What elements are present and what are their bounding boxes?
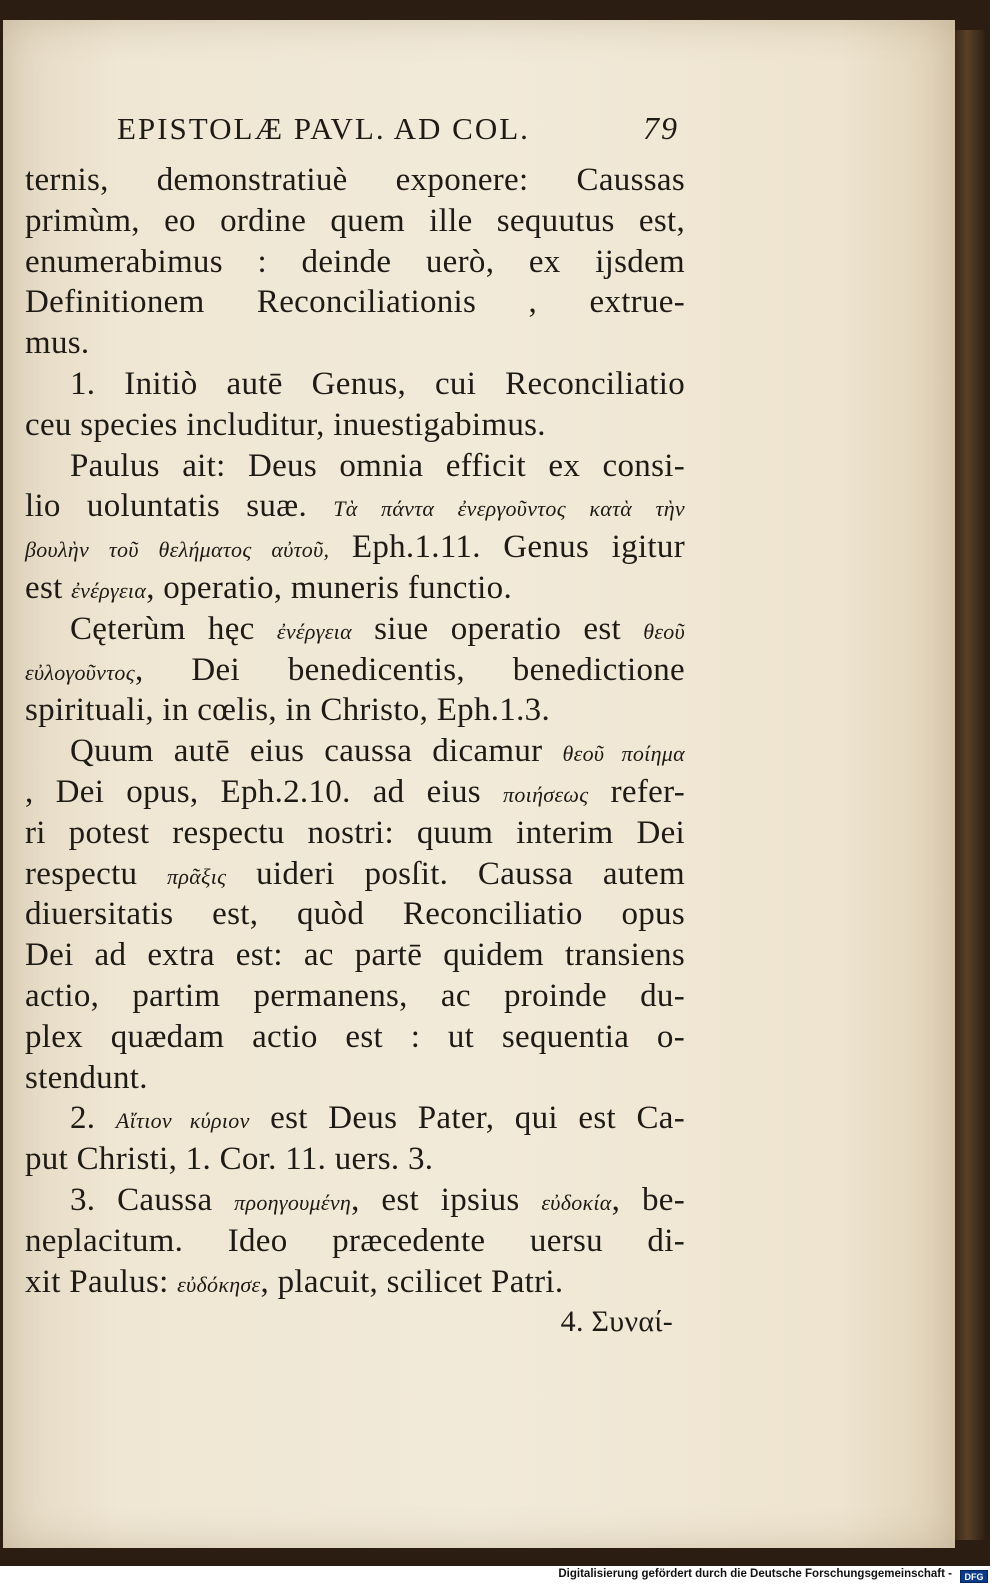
greek-word: ἐνέργεια [276,618,352,644]
text-line: put Christi, 1. Cor. 11. uers. 3. [25,1141,434,1178]
text-line [25,1098,685,1139]
text-span: Quum autē eius caussa dicamur [70,733,543,770]
text-line [25,772,685,813]
greek-word: εὐδοκία [541,1189,612,1215]
book-page [3,20,955,1548]
book-fore-edge [955,30,985,1540]
greek-phrase: βουλὴν τοῦ θελήματος αὐτοῦ, [25,537,330,563]
text-line [25,1180,685,1221]
text-line: Dei ad extra est: ac partē quidem transiens [25,937,685,974]
page-number: 79 [643,110,679,146]
text-line: primùm, eo ordine quem ille sequutus est, [25,202,685,239]
text-span: , be- [611,1181,685,1218]
running-header [25,110,685,160]
text-line: spirituali, in cœlis, in Christo, Eph.1.3. [25,692,551,729]
text-span: , Dei benedicentis, benedictione [134,651,685,688]
greek-word: θεοῦ [643,618,685,644]
text-line: Paulus ait: Deus omnia efficit ex consi- [70,447,685,484]
greek-phrase: Τὰ πάντα ἐνεργοῦντος κατὰ τὴν [333,496,685,522]
text-span: uideri posſit. Caussa autem [256,855,685,892]
text-line [25,731,685,772]
dfg-logo-icon: DFG [960,1570,988,1583]
text-line [25,609,685,650]
text-span: 2. [70,1100,96,1137]
text-line: ri potest respectu nostri: quum interim Dei [25,814,685,851]
text-span: siue operatio est [374,610,621,647]
text-line: ceu species includitur, inuestigabimus. [25,406,546,443]
text-line: 1. Initiò autē Genus, cui Reconciliatio [70,365,685,402]
text-line: enumerabimus : deinde uerò, ex ijsdem [25,243,685,280]
text-line [25,1262,685,1303]
text-line [25,486,685,527]
text-span: Eph.1.11. Genus igitur [351,529,685,566]
greek-word: εὐδόκησε [177,1271,261,1297]
text-span: xit Paulus: [25,1263,169,1300]
text-line: actio, partim permanens, ac proinde du- [25,977,685,1014]
text-line: diuersitatis est, quòd Reconciliatio opus [25,896,685,933]
greek-word: προηγουμένη [234,1189,352,1215]
greek-phrase: θεοῦ ποίημα [562,741,685,767]
text-line: stendunt. [25,1059,148,1096]
digitization-footer [0,1566,1000,1589]
running-title: EPISTOLÆ PAVL. AD COL. [117,111,530,146]
text-span: est Deus Pater, qui est Ca- [270,1100,685,1137]
text-span: refer- [610,773,685,810]
text-line [25,568,685,609]
greek-word: ποιήσεως [503,781,589,807]
greek-word: πρᾶξις [167,863,227,889]
text-line: ternis, demonstratiuè exponere: Caussas [25,162,685,198]
text-span: , operatio, muneris functio. [146,569,512,606]
dfg-credit-text: Digitalisierung gefördert durch die Deutsche Forschungsgemeinschaft - [558,1568,952,1580]
text-span: Cęterùm hęc [70,610,255,647]
text-span: 3. Caussa [70,1181,213,1218]
text-span: respectu [25,855,138,892]
text-span: lio uoluntatis suæ. [25,488,308,525]
page-text-block [25,110,685,1343]
text-line [25,650,685,691]
text-span: , est ipsius [351,1181,520,1218]
text-line: plex quædam actio est : ut sequentia o- [25,1018,685,1055]
text-span: , Dei opus, Eph.2.10. ad eius [25,773,481,810]
greek-word: εὐλογοῦντος [25,659,135,685]
text-line: Definitionem Reconciliationis , extrue- [25,284,685,321]
text-line: mus. [25,325,90,362]
text-line: neplacitum. Ideo præcedente uersu di- [25,1222,685,1259]
text-line [25,527,685,568]
text-span: est [25,569,63,606]
text-line [25,854,685,895]
text-span: , placuit, scilicet Patri. [260,1263,564,1300]
catchword: 4. Συναί- [560,1305,673,1339]
greek-phrase: Αἴτιον κύριον [115,1108,250,1134]
greek-word: ἐνέργεια [71,577,147,603]
